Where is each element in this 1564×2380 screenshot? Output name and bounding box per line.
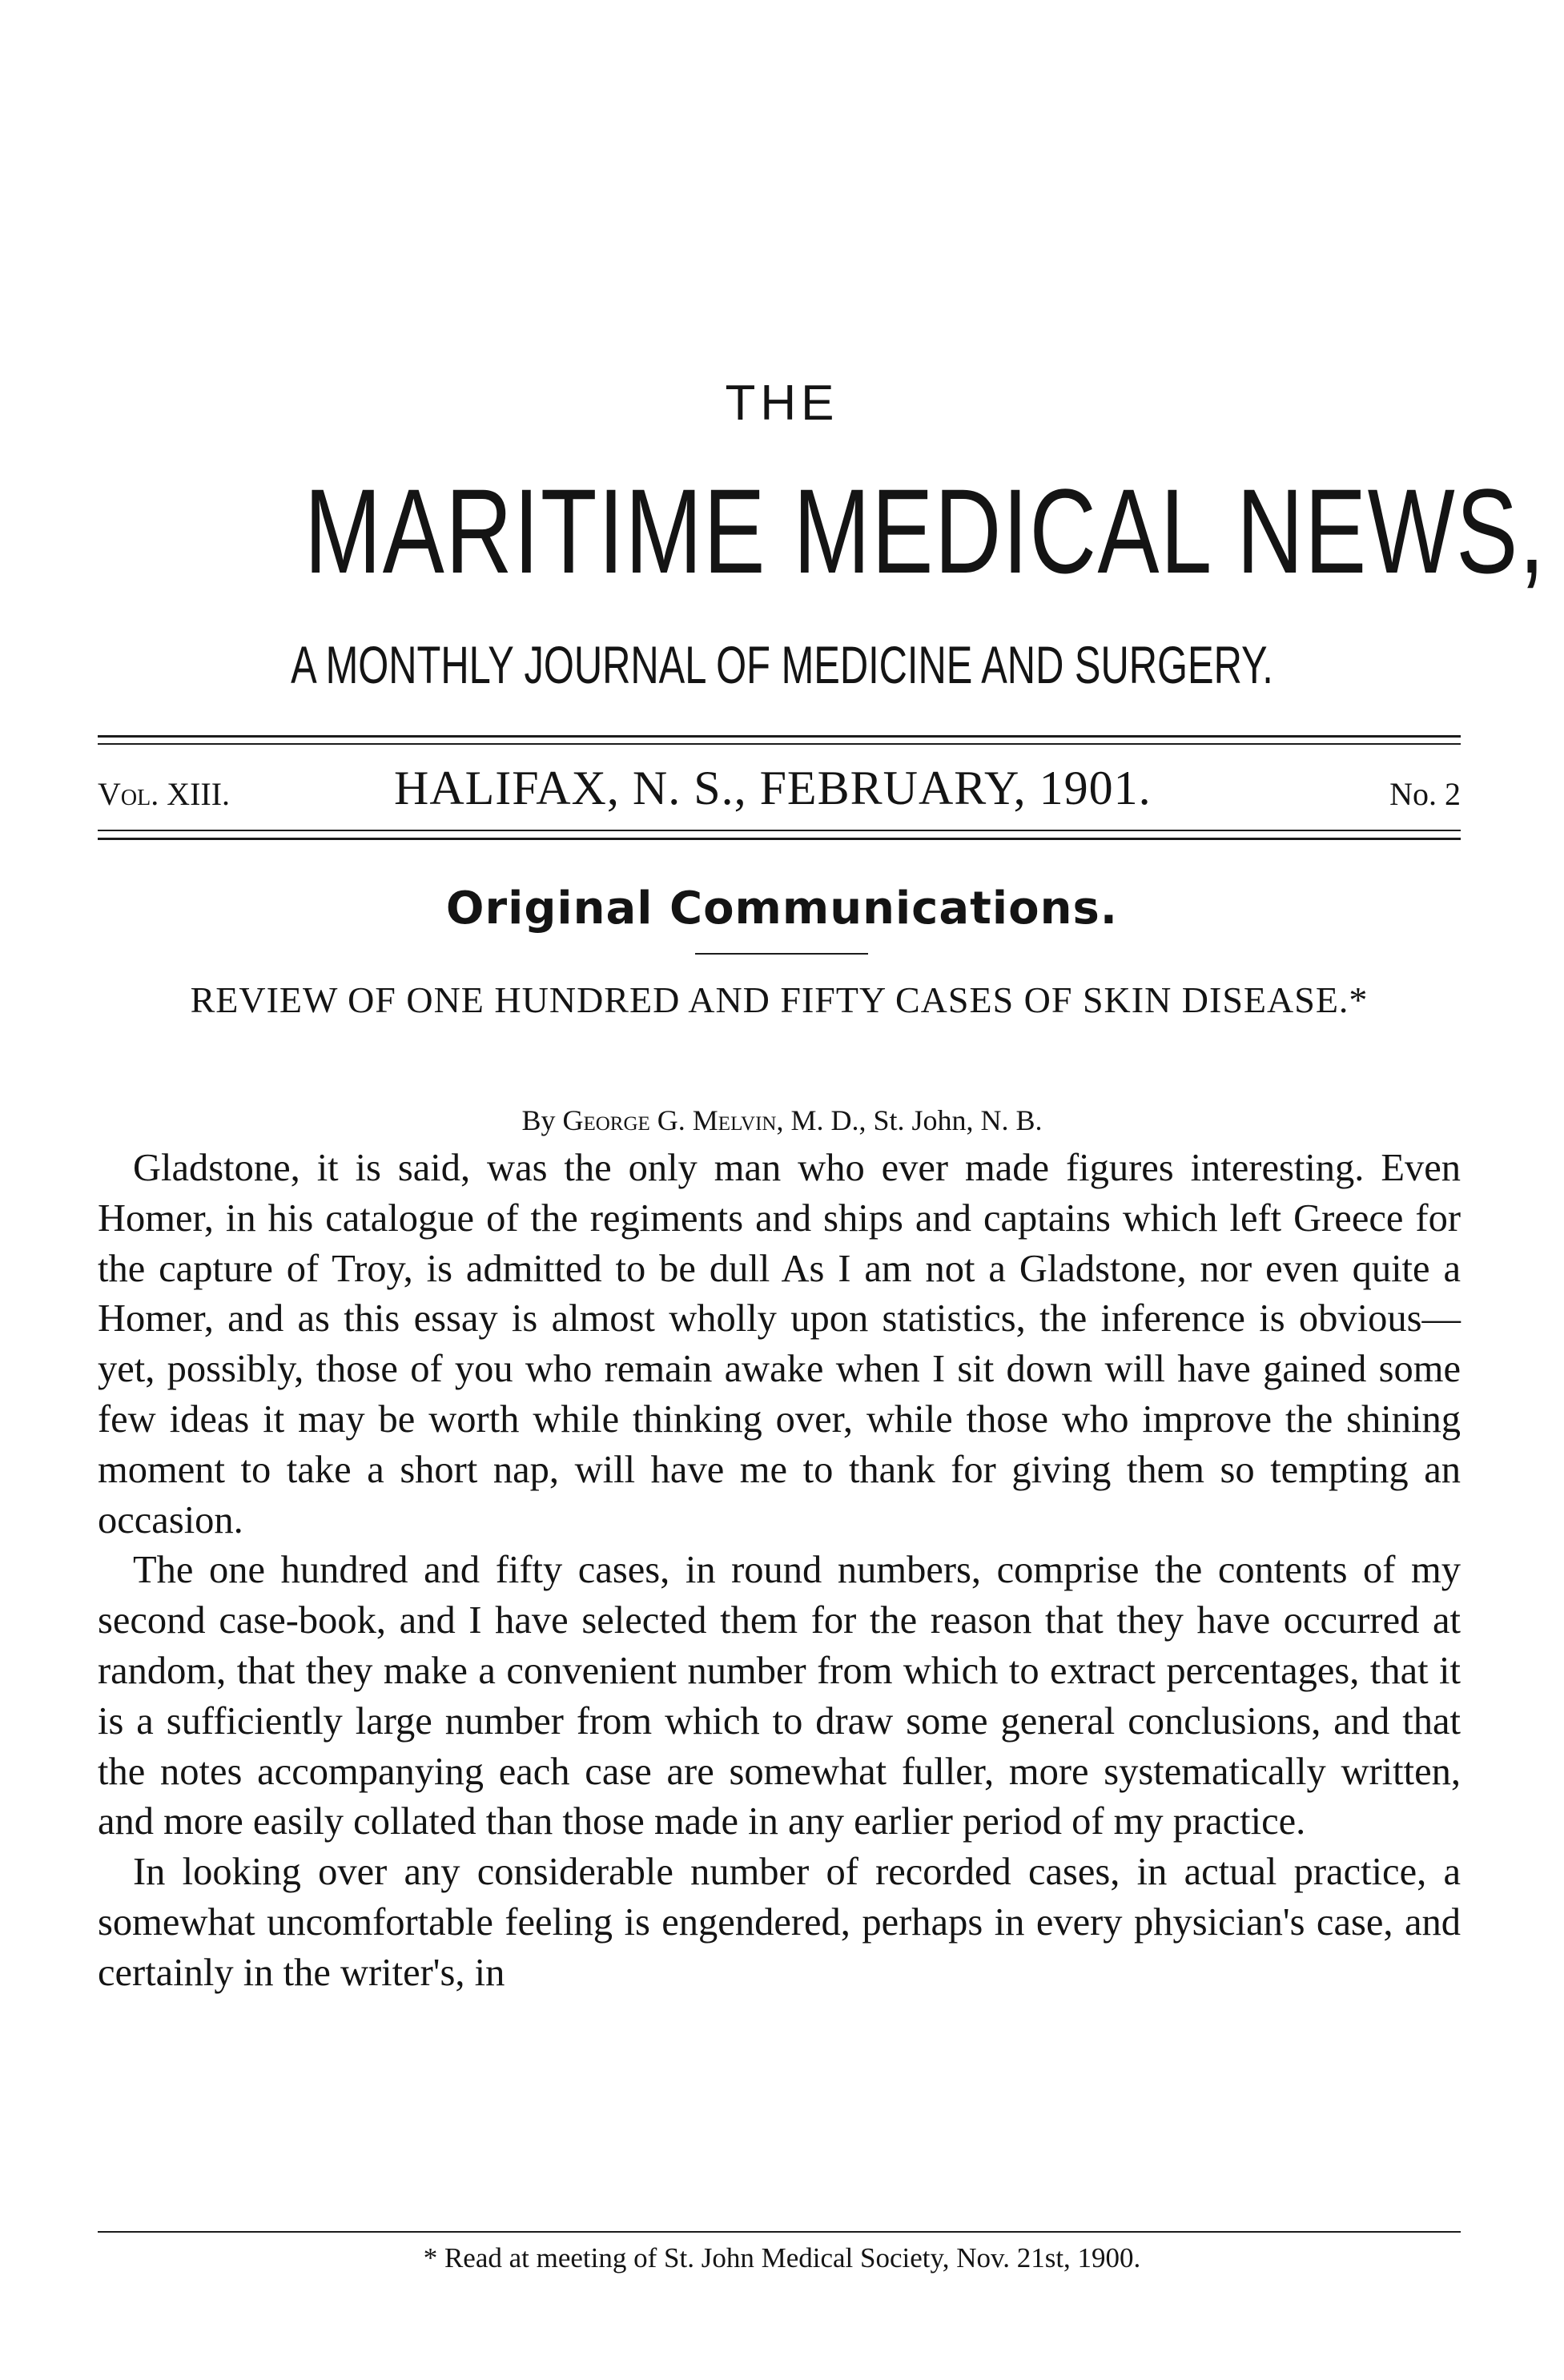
- section-heading: Original Communications.: [445, 882, 1119, 935]
- author-name: George G. Melvin: [562, 1104, 777, 1136]
- author-credentials: , M. D., St. John, N. B.: [776, 1104, 1043, 1136]
- paragraph: In looking over any considerable number of recorded cases, in actual practice, a somewhat uncomfortable feeling is engendered, perhaps in every physician's case, and certainly in the writer's, in: [98, 1851, 1461, 1994]
- article-byline: [0, 1104, 1564, 1137]
- article-title: REVIEW OF ONE HUNDRED AND FIFTY CASES OF SKIN DISEASE.*: [190, 979, 1369, 1020]
- footnote: * Read at meeting of St. John Medical Society, Nov. 21st, 1900.: [423, 2242, 1141, 2273]
- paragraph: The one hundred and fifty cases, in round numbers, comprise the contents of my second case-book, and I have selected them for the reason that they have occurred at random, that they make a convenient number from which to extract percentages, that it is a sufficiently large number from which to draw some general conclusions, and that the notes accompanying each case are somewhat fuller, more systematically written, and more easily collated than those made in any earlier period of my practice.: [98, 1549, 1461, 1843]
- article-body: [98, 1144, 1461, 1999]
- journal-title: MARITIME MEDICAL NEWS,: [304, 464, 1546, 598]
- issue-number: No. 2: [1389, 776, 1461, 812]
- issue-line: [98, 761, 1461, 817]
- footnote-rule: [98, 2231, 1461, 2233]
- header-rule-bottom: [98, 830, 1461, 831]
- journal-subtitle: A MONTHLY JOURNAL OF MEDICINE AND SURGERY.: [291, 635, 1273, 694]
- header-rule-top: [98, 735, 1461, 738]
- paragraph: Gladstone, it is said, was the only man who ever made figures interesting. Even Homer, in his catalogue of the regiments and ships and captains which left Greece for the capture of Troy, is admitted to be dull As I am not a Gladstone, nor even quite a Homer, and as this essay is almost wholly upon statistics, the inference is obvious—yet, possibly, those of you who remain awake when I sit down will have gained some few ideas it may be worth while thinking over, while those who improve the shining moment to take a short nap, will have me to thank for giving them so tempting an occasion.: [98, 1147, 1461, 1542]
- section-rule: [695, 953, 868, 955]
- header-rule-top-inner: [98, 743, 1461, 745]
- place-date: HALIFAX, N. S., FEBRUARY, 1901.: [394, 762, 1152, 814]
- masthead-the: THE: [725, 376, 839, 431]
- header-rule-bottom-inner: [98, 838, 1461, 840]
- byline-prefix: By: [521, 1104, 563, 1136]
- volume-number: Vol. XIII.: [98, 776, 231, 812]
